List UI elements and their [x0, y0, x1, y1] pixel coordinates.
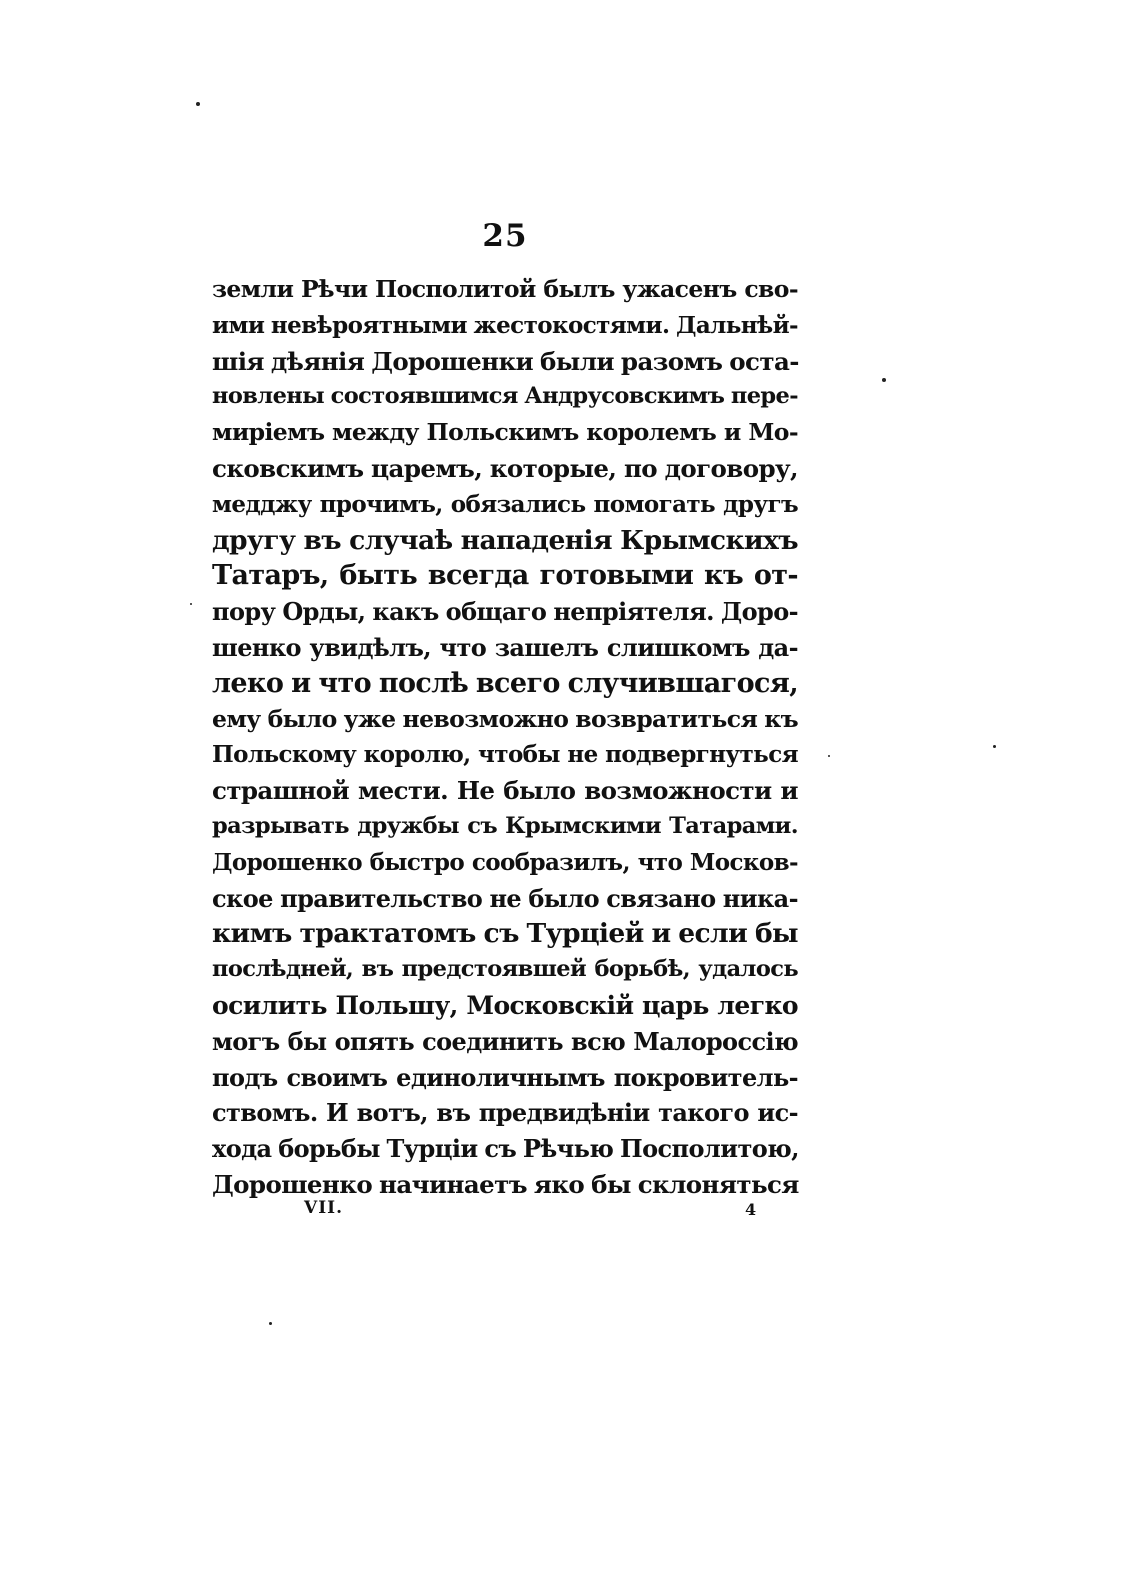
- text-line: кимъ трактатомъ съ Турціей и если бы: [212, 918, 798, 950]
- text-line: миріемъ между Польскимъ королемъ и Мо-: [212, 418, 798, 447]
- scan-speck: [269, 1322, 272, 1325]
- text-line: Дорошенко начинаетъ яко бы склоняться: [212, 1169, 799, 1199]
- text-line: шія дѣянія Дорошенки были разомъ оста-: [212, 346, 799, 376]
- text-line: пору Орды, какъ общаго непріятеля. Доро-: [212, 597, 798, 627]
- text-line: могъ бы опять соединить всю Малороссію: [212, 1026, 798, 1056]
- text-line: другу въ случаѣ нападенія Крымскихъ: [212, 524, 798, 556]
- text-line: осилить Польшу, Московскій царь легко: [212, 990, 798, 1020]
- text-line: Татаръ, быть всегда готовыми къ от-: [212, 560, 798, 592]
- text-line: ими невѣроятными жестокостями. Дальнѣй-: [212, 311, 798, 339]
- text-line: ствомъ. И вотъ, въ предвидѣніи такого ис-: [212, 1098, 798, 1128]
- text-line: медджу прочимъ, обязались помогать другъ: [212, 490, 798, 518]
- text-line: земли Рѣчи Посполитой былъ ужасенъ сво-: [212, 275, 798, 303]
- text-line: хода борьбы Турціи съ Рѣчью Посполитою,: [212, 1134, 799, 1164]
- page-number: 25: [482, 218, 528, 254]
- text-line: леко и что послѣ всего случившагося,: [212, 667, 798, 699]
- text-line: шенко увидѣлъ, что зашелъ слишкомъ да-: [212, 632, 798, 662]
- text-line: страшной мести. Не было возможности и: [212, 776, 798, 806]
- text-line: новлены состоявшимся Андрусовскимъ пере-: [212, 383, 798, 410]
- scan-speck: [882, 378, 886, 382]
- text-line: послѣдней, въ предстоявшей борьбѣ, удалось: [212, 956, 798, 983]
- text-line: подъ своимъ единоличнымъ покровитель-: [212, 1062, 798, 1092]
- text-line: сковскимъ царемъ, которые, по договору,: [212, 453, 798, 483]
- scan-speck: [196, 102, 200, 106]
- scan-speck: [993, 745, 996, 748]
- sheet-number: 4: [745, 1200, 757, 1219]
- scan-speck: [828, 755, 830, 757]
- text-line: Дорошенко быстро сообразилъ, что Москов-: [212, 848, 798, 876]
- text-line: Польскому королю, чтобы не подвергнуться: [212, 741, 798, 769]
- text-line: ское правительство не было связано ника-: [212, 883, 798, 913]
- text-line: разрывать дружбы съ Крымскими Татарами.: [212, 812, 798, 839]
- text-line: ему было уже невозможно возвратиться къ: [212, 704, 798, 733]
- body-text: [212, 272, 798, 1203]
- signature-mark: VII.: [304, 1198, 344, 1218]
- scan-speck: [190, 603, 192, 605]
